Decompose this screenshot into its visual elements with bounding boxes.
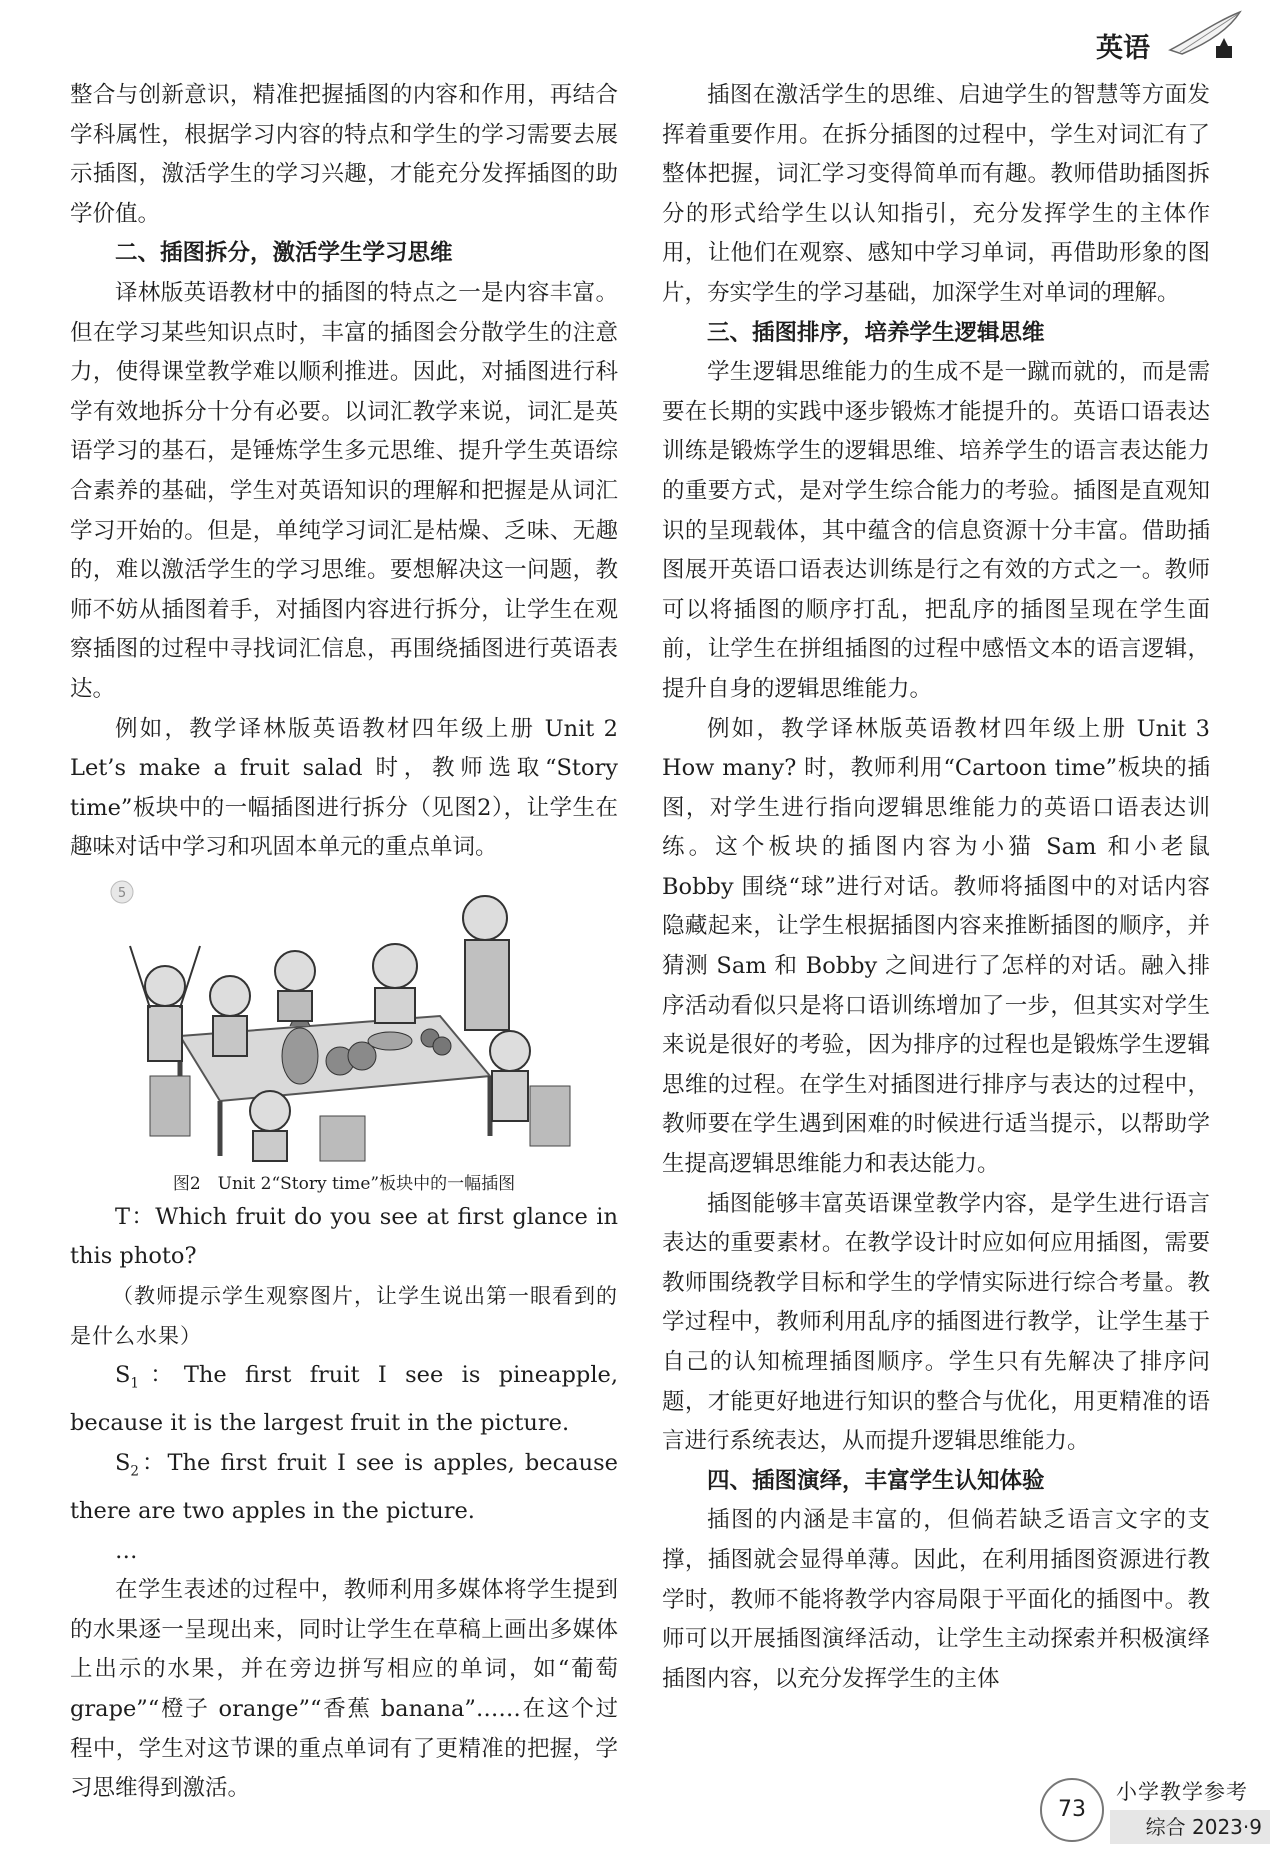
paragraph: 整合与创新意识，精准把握插图的内容和作用，再结合学科属性，根据学习内容的特点和学生的学习需要去展示插图，激活学生的学习兴趣，才能充分发挥插图的助学价值。 (70, 82, 618, 227)
paragraph: 在学生表述的过程中，教师利用多媒体将学生提到的水果逐一呈现出来，同时让学生在草稿上画出多媒体上出示的水果，并在旁边拼写相应的单词，如“葡萄 grape”“橙子 orange”“香蕉 banana”……在这个过程中，学生对这节课的重点单词有了更精准的把握，学习思维得到激活。 (70, 1577, 618, 1802)
paragraph: 学生逻辑思维能力的生成不是一蹴而就的，而是需要在长期的实践中逐步锻炼才能提升的。英语口语表达训练是锻炼学生的逻辑思维、培养学生的语言表达能力的重要方式，是对学生综合能力的考验。插图是直观知识的呈现载体，其中蕴含的信息资源十分丰富。借助插图展开英语口语表达训练是行之有效的方式之一。教师可以将插图的顺序打乱，把乱序的插图呈现在学生面前，让学生在拼组插图的过程中感悟文本的语言逻辑，提升自身的逻辑思维能力。 (662, 359, 1210, 702)
left-column (70, 76, 618, 1809)
page-footer (1040, 1768, 1280, 1858)
section-heading: 二、插图拆分，激活学生学习思维 (115, 240, 453, 267)
issue-label: 综合 2023·9 (1110, 1810, 1270, 1844)
section-heading: 三、插图排序，培养学生逻辑思维 (707, 319, 1045, 346)
figure-caption: 图2 Unit 2“Story time”板块中的一幅插图 (172, 1173, 516, 1194)
teacher-note: （教师提示学生观察图片，让学生说出第一眼看到的是什么水果） (70, 1284, 618, 1348)
section-heading: 四、插图演绎，丰富学生认知体验 (707, 1467, 1045, 1494)
quill-pen-icon (1160, 10, 1250, 66)
paragraph: 插图在激活学生的思维、启迪学生的智慧等方面发挥着重要作用。在拆分插图的过程中，学生对词汇有了整体把握，词汇学习变得简单而有趣。教师借助插图拆分的形式给学生以认知指引，充分发挥学生的主体作用，让他们在观察、感知中学习单词，再借助形象的图片，夯实学生的学习基础，加深学生对单词的理解。 (662, 82, 1210, 306)
ellipsis: … (115, 1537, 138, 1564)
dialogue-student-2: $S_2$：The first fruit I see is apples, because there are two apples in the picture. (70, 1449, 618, 1525)
paragraph: 插图的内涵是丰富的，但倘若缺乏语言文字的支撑，插图就会显得单薄。因此，在利用插图资源进行教学时，教师不能将教学内容局限于平面化的插图中。教师可以开展插图演绎活动，让学生主动探索并积极演绎插图内容，以充分发挥学生的主体 (662, 1507, 1210, 1692)
paragraph: 译林版英语教材中的插图的特点之一是内容丰富。但在学习某些知识点时，丰富的插图会分散学生的注意力，使得课堂教学难以顺利推进。因此，对插图进行科学有效地拆分十分有必要。以词汇教学来说，词汇是英语学习的基石，是锤炼学生多元思维、提升学生英语综合素养的基础，学生对英语知识的理解和把握是从词汇学习开始的。但是，单纯学习词汇是枯燥、乏味、无趣的，难以激活学生的学习思维。要想解决这一问题，教师不妨从插图着手，对插图内容进行拆分，让学生在观察插图的过程中寻找词汇信息，再围绕插图进行英语表达。 (70, 279, 618, 702)
figure-badge: 5 (117, 885, 127, 901)
right-column (662, 76, 1210, 1699)
dialogue-student-1: $S_1$：The first fruit I see is pineapple, because it is the largest fruit in the picture. (70, 1362, 618, 1437)
paragraph: 例如，教学译林版英语教材四年级上册 Unit 2 Let’s make a fruit salad 时，教师选取“Story time”板块中的一幅插图进行拆分（见图2），让学生在趣味对话中学习和巩固本单元的重点单词。 (70, 715, 618, 861)
paragraph: 插图能够丰富英语课堂教学内容，是学生进行语言表达的重要素材。在教学设计时应如何应用插图，需要教师围绕教学目标和学生的学情实际进行综合考量。教学过程中，教师利用乱序的插图进行教学，让学生基于自己的认知梳理插图顺序。学生只有先解决了排序问题，才能更好地进行知识的整合与优化，用更精准的语言进行系统表达，从而提升逻辑思维能力。 (662, 1190, 1210, 1455)
dialogue-teacher: T：Which fruit do you see at first glance in this photo? (70, 1203, 618, 1270)
figure-2-illustration (70, 876, 618, 1166)
classroom-illustration (70, 876, 618, 1166)
paragraph: 例如，教学译林版英语教材四年级上册 Unit 3 How many? 时，教师利用“Cartoon time”板块的插图，对学生进行指向逻辑思维能力的英语口语表达训练。这个板块的插图内容为小猫 Sam 和小老鼠 Bobby 围绕“球”进行对话。教师将插图中的对话内容隐藏起来，让学生根据插图内容来推断插图的顺序，并猜测 Sam 和 Bobby 之间进行了怎样的对话。融入排序活动看似只是将口语训练增加了一步，但其实对学生来说是很好的考验，因为排序的过程也是锻炼学生逻辑思维的过程。在学生对插图进行排序与表达的过程中，教师要在学生遇到困难的时候进行适当提示，以帮助学生提高逻辑思维能力和表达能力。 (662, 715, 1210, 1178)
journal-name: 小学教学参考 (1116, 1780, 1248, 1804)
page-number: 73 (1040, 1778, 1104, 1842)
subject-title: 英语 (1096, 33, 1150, 64)
page-header (1030, 10, 1260, 62)
